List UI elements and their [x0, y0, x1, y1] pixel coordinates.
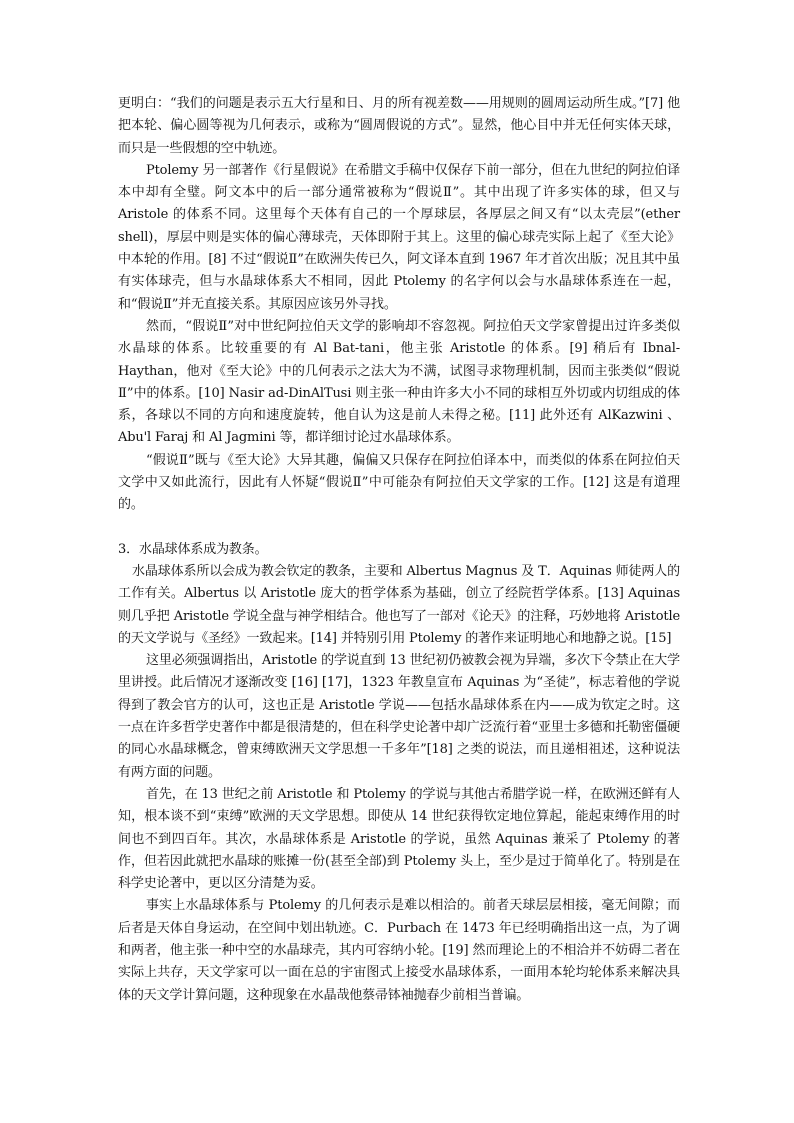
- paragraph-8: 事实上水晶球体系与 Ptolemy 的几何表示是难以相洽的。前者天球层层相接，毫无间隙；而后者是天体自身运动，在空间中划出轨迹。C．Purbach 在 1473 年已经明确指出这一点，为了调和两者，他主张一种中空的水晶球壳，其内可容纳小轮。[19] 然而理论上的不相洽并不妨碍二者在实际上共存，天文学家可以一面在总的宇宙图式上接受水晶球体系，一面用本轮均轮体系来解决具体的天文学计算问题，这种现象在水晶哉他蔡帚钵袖抛春少前相当普谝。: [118, 898, 680, 1003]
- paragraph-3: 然而，“假说Ⅱ”对中世纪阿拉伯天文学的影响却不容忽视。阿拉伯天文学家曾提出过许多类似水晶球的体系。比较重要的有 Al Bat-tani，他主张 Aristotle 的体系。[9] 稍后有 Ibnal-Haythan，他对《至大论》中的几何表示之法大为不满，试图寻求物理机制，因而主张类似“假说Ⅱ”中的体系。[10] Nasir ad-DinAlTusi 则主张一种由许多大小不同的球相互外切或内切组成的体系，各球以不同的方向和速度旋转，他自认为这是前人未得之秘。[11] 此外还有 AlKazwini 、Abu'l Faraj 和 Al Jagmini 等，都详细讨论过水晶球体系。: [118, 318, 680, 446]
- paragraph-2: Ptolemy 另一部著作《行星假说》在希腊文手稿中仅保存下前一部分，但在九世纪的阿拉伯译本中却有全璧。阿文本中的后一部分通常被称为“假说Ⅱ”。其中出现了许多实体的球，但又与 Aristole 的体系不同。这里每个天体有自己的一个厚球层，各厚层之间又有“以太壳层”(ether shell)，厚层中则是实体的偏心薄球壳，天体即附于其上。这里的偏心球壳实际上起了《至大论》中本轮的作用。[8] 不过“假说Ⅱ”在欧洲失传已久，阿文译本直到 1967 年才首次出版；况且其中虽有实体球壳，但与水晶球体系大不相同，因此 Ptolemy 的名字何以会与水晶球体系连在一起，和“假说Ⅱ”并无直接关系。其原因应该另外寻找。: [118, 162, 680, 312]
- paragraph-7: 首先，在 13 世纪之前 Aristotle 和 Ptolemy 的学说与其他古希腊学说一样，在欧洲还鲜有人知，根本谈不到“束缚”欧洲的天文学思想。即使从 14 世纪获得钦定地位算起，能起束缚作用的时间也不到四百年。其次，水晶球体系是 Aristotle 的学说，虽然 Aquinas 兼采了 Ptolemy 的著作，但若因此就把水晶球的账摊一份(甚至全部)到 Ptolemy 头上，至少是过于简单化了。特别是在科学史论著中，更以区分清楚为妥。: [118, 786, 680, 892]
- paragraph-4: “假说Ⅱ”既与《至大论》大异其趣，偏偏又只保存在阿拉伯译本中，而类似的体系在阿拉伯天文学中又如此流行，因此有人怀疑“假说Ⅱ”中可能杂有阿拉伯天文学家的工作。[12] 这是有道理的。: [118, 452, 680, 513]
- paragraph-6: 这里必须强调指出，Aristotle 的学说直到 13 世纪初仍被教会视为异端，多次下令禁止在大学里讲授。此后情况才逐渐改变 [16] [17]，1323 年教皇宣布 Aquinas 为“圣徒”，标志着他的学说得到了教会官方的认可，这也正是 Aristotle 学说——包括水晶球体系在内——成为钦定之时。这一点在许多哲学史著作中都是很清楚的，但在科学史论著中却广泛流行着“亚里士多德和托勒密僵硬的同心水晶球概念，曾束缚欧洲天文学思想一千多年”[18] 之类的说法，而且递相祖述，这种说法有两方面的问题。: [118, 653, 680, 780]
- document-body: [118, 93, 680, 1007]
- paragraph-5: 水晶球体系所以会成为教会钦定的教条，主要和 Albertus Magnus 及 T．Aquinas 师徒两人的工作有关。Albertus 以 Aristotle 庞大的哲学体系为基础，创立了经院哲学体系。[13] Aquinas 则几乎把 Aristotle 学说全盘与神学相结合。他也写了一部对《论天》的注释，巧妙地将 Aristotle 的天文学说与《圣经》一致起来。[14] 并特别引用 Ptolemy 的著作来证明地心和地静之说。[15]: [118, 563, 680, 646]
- paragraph-1: 更明白：“我们的问题是表示五大行星和日、月的所有视差数——用规则的圆周运动所生成。”[7] 他把本轮、偏心圆等视为几何表示，或称为“圆周假说的方式”。显然，他心目中并无任何实体天球，而只是一些假想的空中轨迹。: [118, 96, 680, 156]
- section-heading: 3．水晶球体系成为教条。: [118, 541, 268, 557]
